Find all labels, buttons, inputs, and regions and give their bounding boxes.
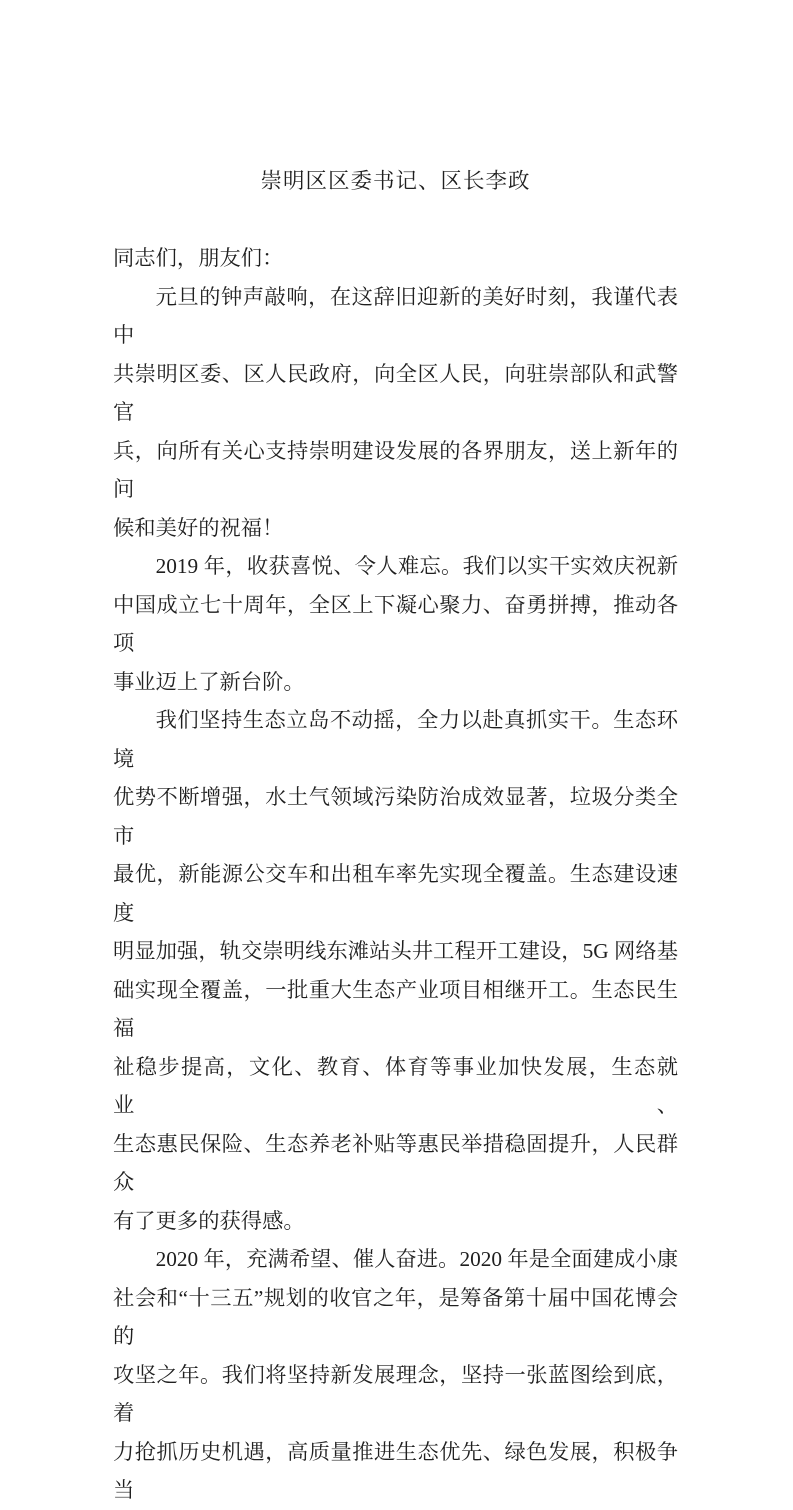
paragraph-line: 2019 年，收获喜悦、令人难忘。我们以实干实效庆祝新 — [155, 554, 678, 578]
paragraph-line: 2020 年，充满希望、催人奋进。2020 年是全面建成小康 — [155, 1247, 678, 1271]
paragraph-line: 力抢抓历史机遇，高质量推进生态优先、绿色发展，积极争当 — [113, 1439, 678, 1502]
paragraph-3 — [113, 701, 678, 1240]
paragraph-line: 兵，向所有关心支持崇明建设发展的各界朋友，送上新年的问 — [113, 438, 678, 501]
paragraph-line: 事业迈上了新台阶。 — [113, 669, 305, 694]
paragraph-line: 我们坚持生态立岛不动摇，全力以赴真抓实干。生态环境 — [113, 708, 678, 771]
paragraph-line: 候和美好的祝福！ — [113, 515, 284, 540]
paragraph-line: 明显加强，轨交崇明线东滩站头井工程开工建设，5G 网络基 — [113, 939, 678, 963]
paragraph-4 — [113, 1240, 678, 1510]
paragraph-line: 攻坚之年。我们将坚持新发展理念，坚持一张蓝图绘到底，着 — [113, 1362, 678, 1425]
paragraph-line: 共崇明区委、区人民政府，向全区人民，向驻崇部队和武警官 — [113, 361, 678, 424]
document-body — [113, 278, 678, 1510]
paragraph-line: 祉稳步提高，文化、教育、体育等事业加快发展，生态就业、 — [113, 1054, 678, 1117]
paragraph-line: 础实现全覆盖，一批重大生态产业项目相继开工。生态民生福 — [113, 977, 678, 1040]
paragraph-2 — [113, 547, 678, 701]
document-title: 崇明区区委书记、区长李政 — [260, 169, 531, 193]
salutation-line: 同志们，朋友们： — [113, 246, 284, 270]
paragraph-line: 中国成立七十周年，全区上下凝心聚力、奋勇拼搏，推动各项 — [113, 592, 678, 655]
paragraph-line: 优势不断增强，水土气领域污染防治成效显著，垃圾分类全市 — [113, 785, 678, 848]
paragraph-line: 最优，新能源公交车和出租车率先实现全覆盖。生态建设速度 — [113, 862, 678, 925]
blank-line — [113, 201, 678, 240]
paragraph-line: 元旦的钟声敲响，在这辞旧迎新的美好时刻，我谨代表中 — [113, 284, 678, 347]
paragraph-1 — [113, 278, 678, 548]
paragraph-line: 有了更多的获得感。 — [113, 1208, 305, 1233]
paragraph-line: 生态惠民保险、生态养老补贴等惠民举措稳固提升，人民群众 — [113, 1131, 678, 1194]
paragraph-line: 社会和“十三五”规划的收官之年，是筹备第十届中国花博会的 — [113, 1285, 678, 1348]
